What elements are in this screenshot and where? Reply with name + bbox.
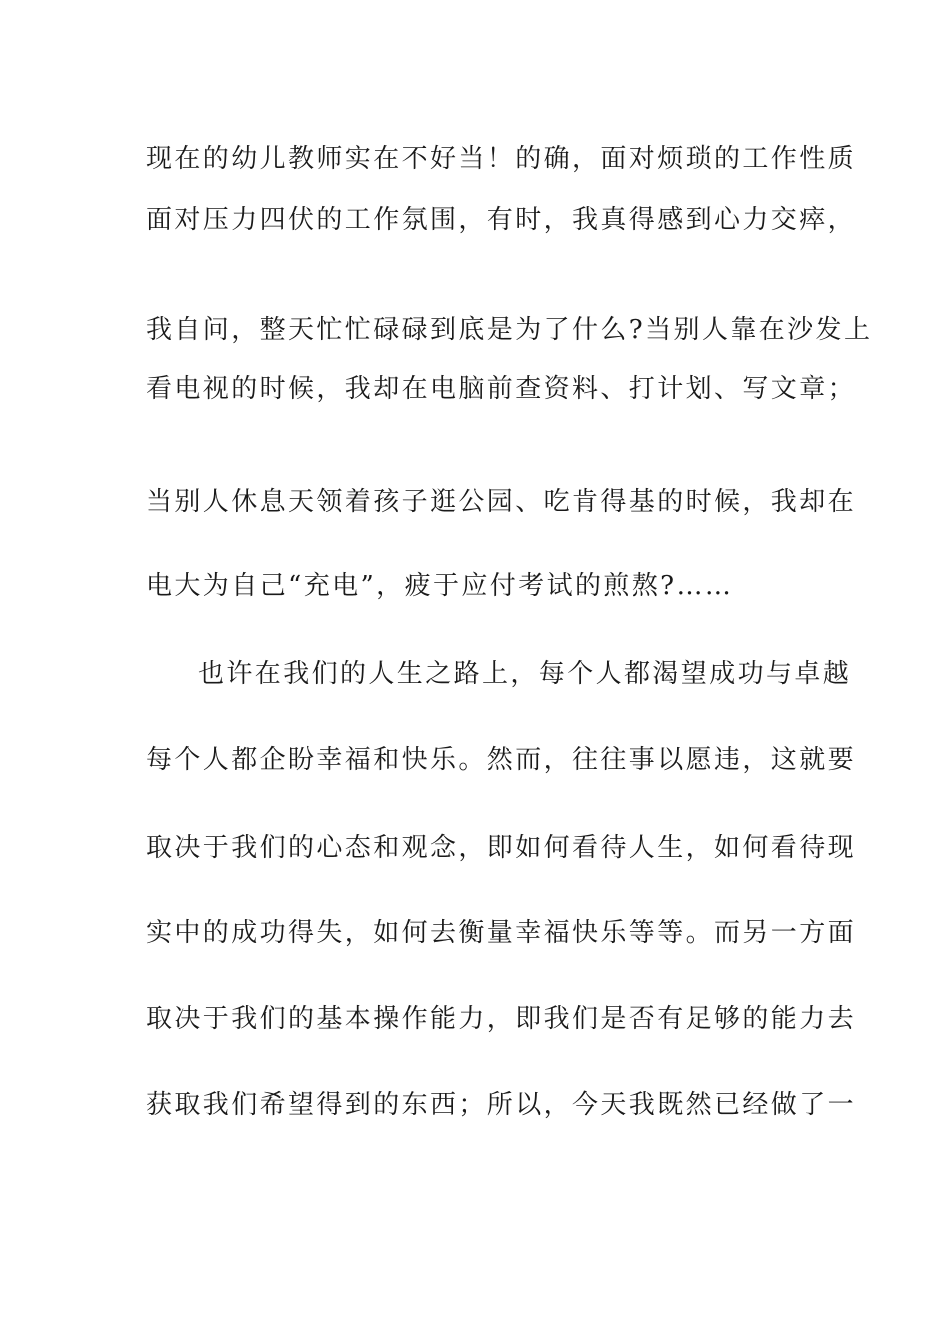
paragraph-line: 电大为自己“充电”，疲于应付考试的煎熬?…… (146, 571, 734, 601)
paragraph-line: 看电视的时候，我却在电脑前查资料、打计划、写文章； (146, 374, 857, 404)
paragraph-line: 取决于我们的心态和观念，即如何看待人生，如何看待现 (146, 833, 857, 863)
paragraph-line: 我自问，整天忙忙碌碌到底是为了什么?当别人靠在沙发上 (146, 315, 873, 345)
paragraph-line: 实中的成功得失，如何去衡量幸福快乐等等。而另一方面 (146, 918, 857, 948)
paragraph-first-line: 也许在我们的人生之路上，每个人都渴望成功与卓越 (198, 659, 852, 689)
paragraph-line: 每个人都企盼幸福和快乐。然而，往往事以愿违，这就要 (146, 745, 857, 775)
paragraph-line: 获取我们希望得到的东西；所以，今天我既然已经做了一 (146, 1090, 857, 1120)
paragraph-line: 取决于我们的基本操作能力，即我们是否有足够的能力去 (146, 1004, 857, 1034)
paragraph-line: 现在的幼儿教师实在不好当！的确，面对烦琐的工作性质 (146, 144, 857, 174)
paragraph-line: 当别人休息天领着孩子逛公园、吃肯得基的时候，我却在 (146, 487, 857, 517)
paragraph-line: 面对压力四伏的工作氛围，有时，我真得感到心力交瘁， (146, 205, 857, 235)
